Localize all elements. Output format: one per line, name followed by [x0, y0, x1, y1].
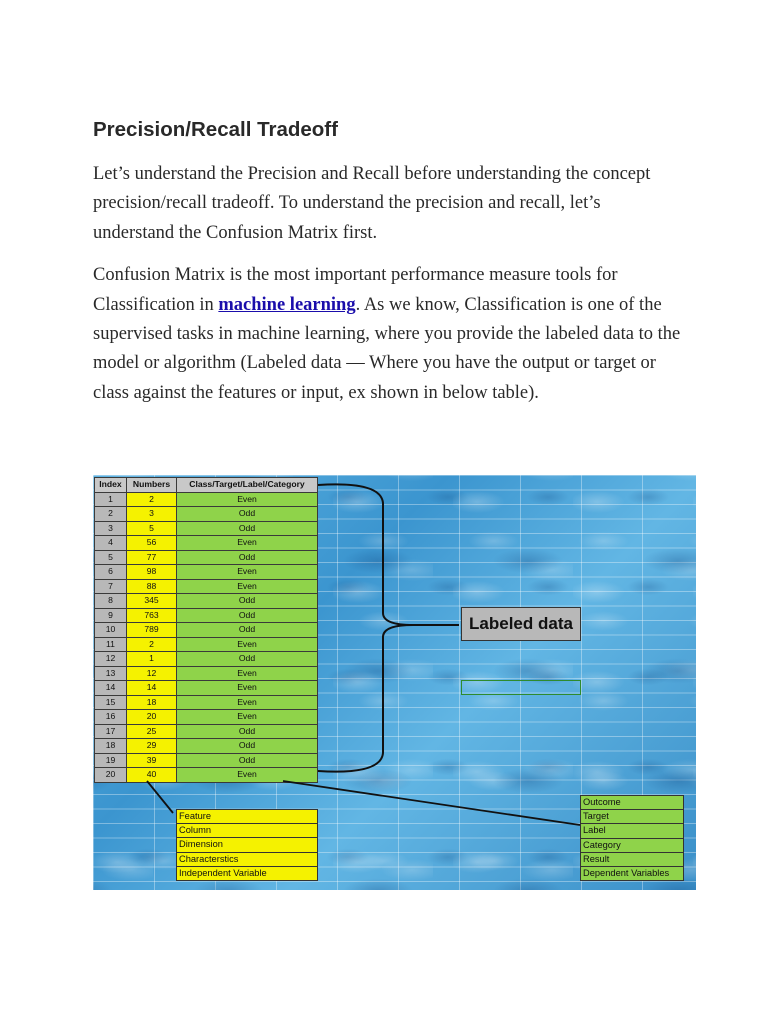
- number-cell: 789: [127, 623, 177, 638]
- class-cell: Even: [177, 681, 318, 696]
- list-item: [581, 796, 684, 810]
- paragraph-text-before-link: Confusion Matrix is the most important performance measure tools for Classification in: [93, 265, 618, 315]
- feature-term: Characterstics: [177, 852, 318, 866]
- number-cell: 1: [127, 652, 177, 667]
- list-item: [177, 824, 318, 838]
- list-item: [581, 824, 684, 838]
- target-term: Outcome: [581, 796, 684, 810]
- class-cell: Even: [177, 710, 318, 725]
- class-cell: Odd: [177, 608, 318, 623]
- index-cell: 2: [95, 507, 127, 522]
- number-cell: 14: [127, 681, 177, 696]
- number-cell: 3: [127, 507, 177, 522]
- list-item: [177, 866, 318, 880]
- class-cell: Odd: [177, 739, 318, 754]
- header-class: Class/Target/Label/Category: [177, 478, 318, 493]
- number-cell: 345: [127, 594, 177, 609]
- index-cell: 12: [95, 652, 127, 667]
- article: [93, 115, 683, 408]
- list-item: [581, 852, 684, 866]
- number-cell: 763: [127, 608, 177, 623]
- number-cell: 18: [127, 695, 177, 710]
- class-cell: Odd: [177, 594, 318, 609]
- index-cell: 8: [95, 594, 127, 609]
- confusion-matrix-paragraph: [93, 261, 683, 408]
- list-item: [581, 838, 684, 852]
- index-cell: 1: [95, 492, 127, 507]
- index-cell: 15: [95, 695, 127, 710]
- list-item: [581, 810, 684, 824]
- class-cell: Odd: [177, 623, 318, 638]
- header-numbers: Numbers: [127, 478, 177, 493]
- number-cell: 12: [127, 666, 177, 681]
- number-cell: 56: [127, 536, 177, 551]
- labeled-data-figure: [93, 475, 696, 890]
- intro-paragraph: Let’s understand the Precision and Recall before understanding the concept precision/recall tradeoff. To understand the precision and recall, let’s understand the Confusion Matrix first.: [93, 164, 651, 243]
- class-cell: Even: [177, 768, 318, 783]
- page-title: Precision/Recall Tradeoff: [93, 118, 338, 141]
- index-cell: 5: [95, 550, 127, 565]
- index-cell: 6: [95, 565, 127, 580]
- class-cell: Odd: [177, 652, 318, 667]
- class-cell: Odd: [177, 724, 318, 739]
- class-cell: Even: [177, 637, 318, 652]
- selected-cell: [461, 680, 581, 695]
- target-term: Category: [581, 838, 684, 852]
- index-cell: 19: [95, 753, 127, 768]
- class-cell: Even: [177, 666, 318, 681]
- number-cell: 40: [127, 768, 177, 783]
- target-terms-box: [580, 795, 684, 881]
- target-term: Result: [581, 852, 684, 866]
- machine-learning-link[interactable]: machine learning: [218, 294, 356, 315]
- number-cell: 25: [127, 724, 177, 739]
- class-cell: Even: [177, 492, 318, 507]
- index-cell: 17: [95, 724, 127, 739]
- index-cell: 16: [95, 710, 127, 725]
- number-cell: 88: [127, 579, 177, 594]
- labeled-data-callout: Labeled data: [461, 607, 581, 641]
- feature-terms-box: [176, 809, 318, 881]
- target-term: Target: [581, 810, 684, 824]
- number-cell: 77: [127, 550, 177, 565]
- feature-term: Dimension: [177, 838, 318, 852]
- class-cell: Even: [177, 536, 318, 551]
- list-item: [581, 866, 684, 880]
- index-cell: 20: [95, 768, 127, 783]
- index-cell: 13: [95, 666, 127, 681]
- index-cell: 4: [95, 536, 127, 551]
- index-cell: 11: [95, 637, 127, 652]
- number-cell: 5: [127, 521, 177, 536]
- index-cell: 9: [95, 608, 127, 623]
- target-term: Dependent Variables: [581, 866, 684, 880]
- number-cell: 2: [127, 492, 177, 507]
- number-cell: 29: [127, 739, 177, 754]
- paragraph-text-after-link: . As we know, Classification is one of the supervised tasks in machine learning, where you provide the labeled data to the model or algorithm (Labeled data — Where you have the output or target or class against the features or input, ex shown in below table).: [93, 294, 681, 403]
- feature-term: Independent Variable: [177, 866, 318, 880]
- number-cell: 2: [127, 637, 177, 652]
- number-cell: 98: [127, 565, 177, 580]
- list-item: [177, 810, 318, 824]
- class-cell: Odd: [177, 550, 318, 565]
- index-cell: 3: [95, 521, 127, 536]
- index-cell: 18: [95, 739, 127, 754]
- class-cell: Odd: [177, 753, 318, 768]
- number-cell: 39: [127, 753, 177, 768]
- list-item: [177, 838, 318, 852]
- class-cell: Odd: [177, 521, 318, 536]
- class-cell: Even: [177, 565, 318, 580]
- class-cell: Even: [177, 695, 318, 710]
- target-term: Label: [581, 824, 684, 838]
- index-cell: 14: [95, 681, 127, 696]
- number-cell: 20: [127, 710, 177, 725]
- class-cell: Even: [177, 579, 318, 594]
- list-item: [177, 852, 318, 866]
- feature-term: Feature: [177, 810, 318, 824]
- header-index: Index: [95, 478, 127, 493]
- index-cell: 10: [95, 623, 127, 638]
- class-cell: Odd: [177, 507, 318, 522]
- feature-term: Column: [177, 824, 318, 838]
- index-cell: 7: [95, 579, 127, 594]
